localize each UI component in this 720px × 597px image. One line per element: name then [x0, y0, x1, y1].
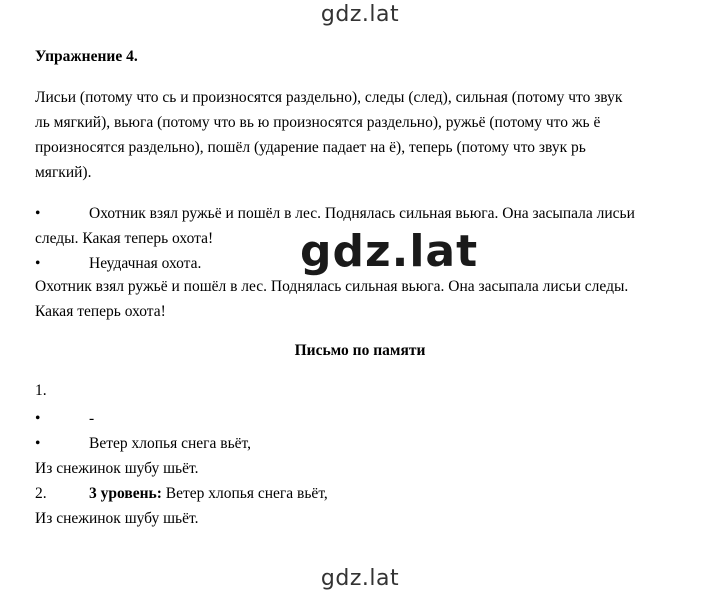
paragraph1-line-3: произносятся раздельно), пошёл (ударение падает на ё), теперь (потому что звук рь: [35, 139, 586, 156]
watermark-top: gdz.lat: [320, 2, 400, 27]
section-title: Письмо по памяти: [294, 342, 426, 359]
paragraph1-line-4: мягкий).: [35, 164, 92, 181]
item2-text: [89, 484, 328, 504]
item2-level-label: 3 уровень:: [89, 485, 162, 502]
bullet1-continuation: следы. Какая теперь охота!: [35, 230, 214, 247]
exercise-heading: Упражнение 4.: [35, 48, 138, 65]
item2-number: 2.: [35, 485, 47, 502]
watermark-center: gdz.lat: [300, 226, 479, 277]
item2-line: Ветер хлопья снега вьёт,: [161, 485, 328, 502]
bullet4-continuation: Из снежинок шубу шьёт.: [35, 460, 199, 477]
paragraph2-line-2: Какая теперь охота!: [35, 303, 166, 320]
bullet3-text: -: [89, 410, 95, 427]
bullet-marker-1: •: [35, 205, 41, 222]
bullet-marker-2: •: [35, 255, 41, 272]
paragraph1-line-2: ль мягкий), вьюга (потому что вь ю произносятся раздельно), ружьё (потому что жь ё: [35, 114, 601, 131]
bullet-marker-4: •: [35, 435, 41, 452]
item1-number: 1.: [35, 382, 47, 399]
bullet2-text: Неудачная охота.: [89, 255, 202, 272]
item2-continuation: Из снежинок шубу шьёт.: [35, 510, 199, 527]
bullet-marker-3: •: [35, 410, 41, 427]
paragraph1-line-1: Лисьи (потому что сь и произносятся раздельно), следы (след), сильная (потому что звук: [35, 89, 623, 106]
paragraph2-line-1: Охотник взял ружьё и пошёл в лес. Поднялась сильная вьюга. Она засыпала лисьи следы.: [35, 278, 629, 295]
watermark-bottom: gdz.lat: [320, 566, 400, 591]
bullet1-text: Охотник взял ружьё и пошёл в лес. Поднялась сильная вьюга. Она засыпала лисьи: [89, 205, 635, 222]
bullet4-text: Ветер хлопья снега вьёт,: [89, 435, 252, 452]
